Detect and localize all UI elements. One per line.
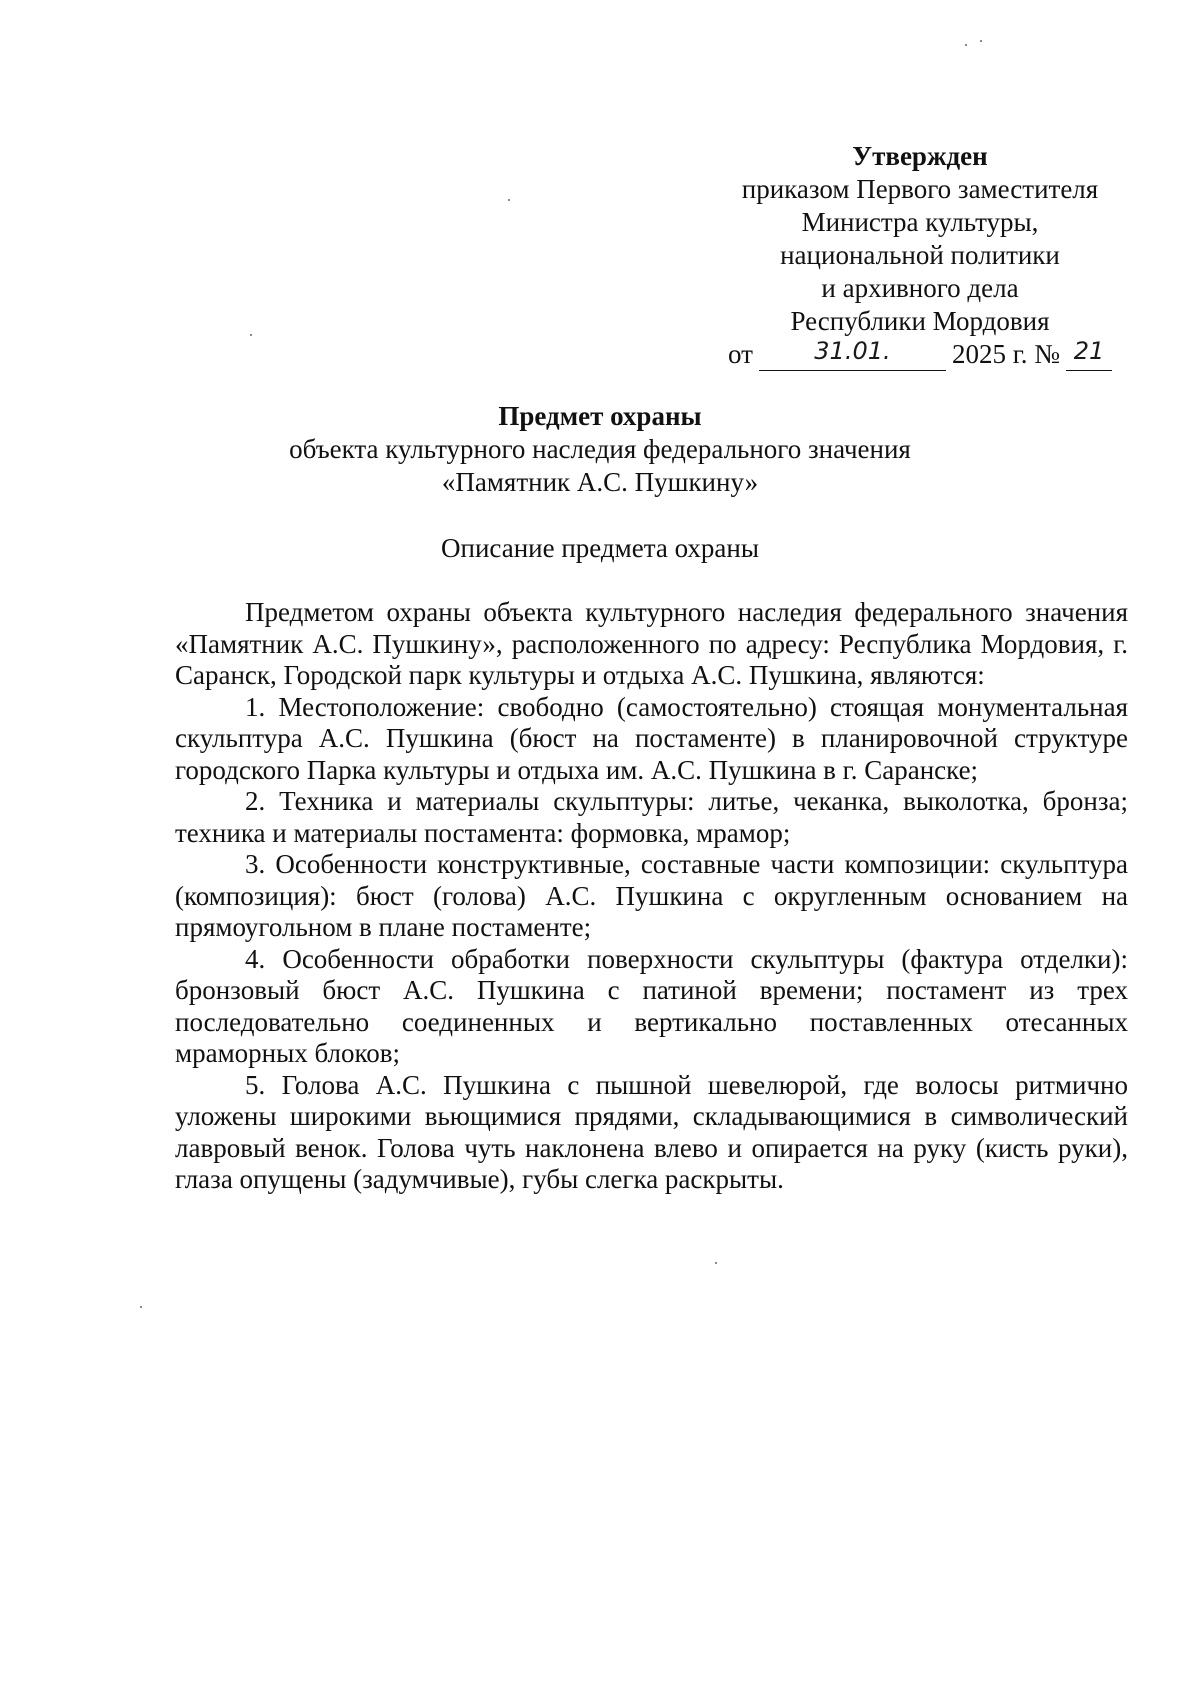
approval-heading: Утвержден xyxy=(852,141,988,171)
document-body xyxy=(175,597,1128,1196)
scan-speck xyxy=(140,1306,142,1308)
approval-date-line xyxy=(720,338,1120,371)
scan-speck xyxy=(508,199,510,201)
paragraph: 5. Голова А.С. Пушкина с пышной шевелюрой, где волосы ритмично уложены широкими вьющимися прядями, складывающимися в символический лавровый венок. Голова чуть наклонена влево и опирается на руку (кисть руки), глаза опущены (задумчивые), губы слегка раскрыты. xyxy=(175,1069,1128,1194)
paragraph: 1. Местоположение: свободно (самостоятельно) стоящая монументальная скульптура А.С. Пушкина (бюст на постаменте) в планировочной структуре городского Парка культуры и отдыха им. А.С. Пушкина в г. Саранске; xyxy=(175,691,1128,785)
paragraph: Предметом охраны объекта культурного наследия федерального значения «Памятник А.С. Пушкину», расположенного по адресу: Республика Мордовия, г. Саранск, Городской парк культуры и отдыха А.С. Пушкина, являются: xyxy=(175,597,1128,690)
approval-line: и архивного дела xyxy=(821,273,1019,303)
handwritten-number: 21 xyxy=(1073,337,1105,365)
title-line: «Памятник А.С. Пушкину» xyxy=(441,467,759,497)
approval-line: Республики Мордовия xyxy=(790,306,1050,336)
approval-stamp xyxy=(720,140,1120,371)
scan-speck xyxy=(715,1262,717,1264)
number-field xyxy=(1066,337,1112,371)
paragraph: 2. Техника и материалы скульптуры: литье, чеканка, выколотка, бронза; техника и материалы постамента: формовка, мрамор; xyxy=(175,786,1128,848)
title-line: объекта культурного наследия федерального значения xyxy=(289,434,911,464)
paragraph: 3. Особенности конструктивные, составные части композиции: скульптура (композиция): бюст (голова) А.С. Пушкина с округленным основанием на прямоугольном в плане постаменте; xyxy=(175,849,1128,942)
approval-line: приказом Первого заместителя xyxy=(741,174,1099,204)
document-title xyxy=(200,400,1000,499)
approval-line: Министра культуры, xyxy=(801,207,1039,237)
approval-line: национальной политики xyxy=(780,240,1060,270)
scan-speck xyxy=(980,40,982,42)
section-title: Описание предмета охраны xyxy=(441,533,759,563)
year-and-number-label: 2025 г. № xyxy=(951,339,1060,369)
paragraph: 4. Особенности обработки поверхности скульптуры (фактура отделки): бронзовый бюст А.С. Пушкина с патиной времени; постамент из трех последовательно соединенных и вертикально поставленных отесанных мраморных блоков; xyxy=(175,943,1128,1068)
scan-speck xyxy=(250,334,252,336)
date-field xyxy=(759,337,946,371)
handwritten-date: 31.01. xyxy=(814,337,891,365)
date-prefix: от xyxy=(728,339,753,369)
scan-speck xyxy=(965,44,967,46)
title-heading: Предмет охраны xyxy=(498,401,702,431)
